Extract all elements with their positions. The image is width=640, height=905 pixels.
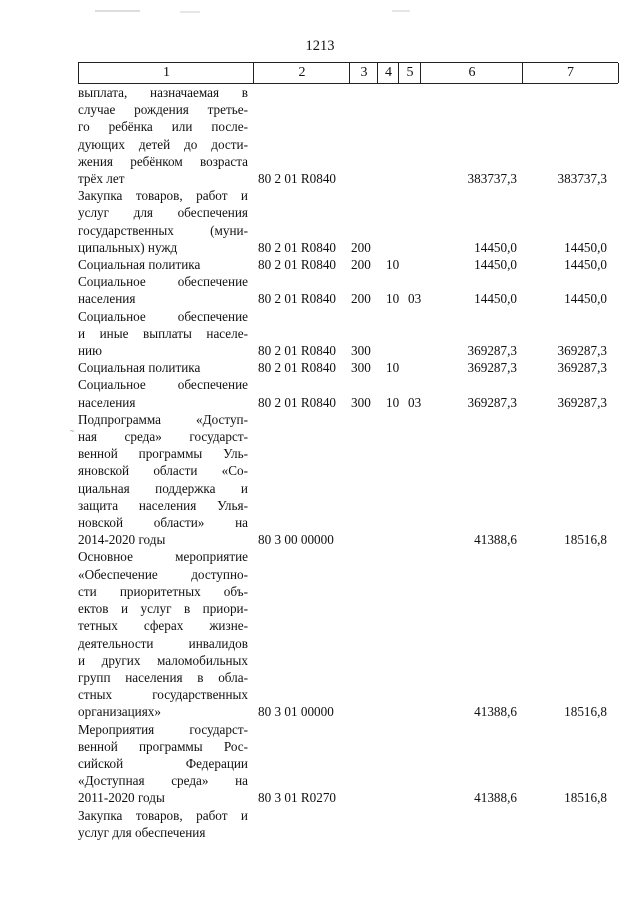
table-row xyxy=(78,721,618,807)
row-value-2019: 369287,3 xyxy=(467,343,517,359)
row-description xyxy=(78,721,248,807)
table-row xyxy=(78,359,618,376)
description-line: дующих детей до дости- xyxy=(78,136,248,152)
row-expense-type: 200 xyxy=(351,239,371,255)
row-value-2020: 383737,3 xyxy=(557,171,607,187)
description-line: венной программы Уль- xyxy=(78,446,248,462)
row-code: 80 2 01 R0840 xyxy=(258,257,337,273)
table-row xyxy=(78,256,618,273)
description-line: и иные выплаты населе- xyxy=(78,325,248,341)
row-code: 80 3 01 00000 xyxy=(258,704,334,720)
row-description xyxy=(78,548,248,720)
row-section: 10 xyxy=(386,394,400,410)
description-line: циальная поддержка и xyxy=(78,480,248,496)
row-code: 80 2 01 R0840 xyxy=(258,343,337,359)
row-code: 80 2 01 R0840 xyxy=(258,171,337,187)
row-code: 80 3 00 00000 xyxy=(258,532,334,548)
description-line: 2011-2020 годы xyxy=(78,790,165,806)
row-code: 80 2 01 R0840 xyxy=(258,394,337,410)
row-expense-type: 300 xyxy=(351,394,371,410)
row-description xyxy=(78,376,248,410)
row-code: 80 2 01 R0840 xyxy=(258,291,337,307)
row-value-2020: 14450,0 xyxy=(564,291,607,307)
row-description xyxy=(78,273,248,307)
description-line: услуг для обеспечения xyxy=(78,824,206,840)
row-section: 10 xyxy=(386,257,400,273)
description-line: Подпрограмма «Доступ- xyxy=(78,411,248,427)
row-value-2019: 41388,6 xyxy=(474,790,517,806)
row-value-2020: 369287,3 xyxy=(557,343,607,359)
description-line: сийской Федерации xyxy=(78,755,248,771)
description-line: услуг для обеспечения xyxy=(78,205,248,221)
row-subsection: 03 xyxy=(408,291,422,307)
description-line: Социальное обеспечение xyxy=(78,308,248,324)
header-col-2: 2 xyxy=(253,63,350,83)
row-description xyxy=(78,308,248,360)
row-code: 80 2 01 R0840 xyxy=(258,239,337,255)
description-line: ная среда» государст- xyxy=(78,429,248,445)
table-row xyxy=(78,187,618,256)
description-line: Мероприятия государст- xyxy=(78,721,248,737)
header-col-7: 7 xyxy=(522,63,619,83)
description-line: Основное мероприятие xyxy=(78,549,248,565)
row-value-2020: 369287,3 xyxy=(557,360,607,376)
description-line: Социальное обеспечение xyxy=(78,377,248,393)
description-line: защита населения Улья- xyxy=(78,497,248,513)
row-value-2019: 369287,3 xyxy=(467,360,517,376)
row-value-2020: 18516,8 xyxy=(564,532,607,548)
row-value-2019: 369287,3 xyxy=(467,394,517,410)
description-line: трёх лет xyxy=(78,171,125,187)
header-col-1: 1 xyxy=(78,63,254,83)
description-line: 2014-2020 годы xyxy=(78,532,166,548)
description-line: сти приоритетных объ- xyxy=(78,583,248,599)
table-row xyxy=(78,84,618,187)
table-row xyxy=(78,548,618,720)
row-expense-type: 300 xyxy=(351,360,371,376)
row-expense-type: 200 xyxy=(351,291,371,307)
description-line: групп населения в обла- xyxy=(78,669,248,685)
description-line: населения xyxy=(78,394,136,410)
description-line: случае рождения третье- xyxy=(78,102,248,118)
row-description xyxy=(78,256,248,273)
table-row xyxy=(78,308,618,360)
description-line: жения ребёнком возраста xyxy=(78,153,248,169)
description-line: го ребёнка или после- xyxy=(78,119,248,135)
row-section: 10 xyxy=(386,291,400,307)
table-row xyxy=(78,376,618,410)
header-col-4: 4 xyxy=(377,63,399,83)
row-value-2020: 14450,0 xyxy=(564,257,607,273)
description-line: Закупка товаров, работ и xyxy=(78,188,248,204)
row-value-2019: 14450,0 xyxy=(474,257,517,273)
description-line: деятельности инвалидов xyxy=(78,635,248,651)
row-description xyxy=(78,187,248,256)
description-line: нию xyxy=(78,343,102,359)
description-line: ектов и услуг в приори- xyxy=(78,601,248,617)
description-line: и других маломобильных xyxy=(78,652,248,668)
row-value-2019: 41388,6 xyxy=(474,704,517,720)
description-line: ципальных) нужд xyxy=(78,239,178,255)
description-line: Социальное обеспечение xyxy=(78,274,248,290)
row-value-2020: 18516,8 xyxy=(564,704,607,720)
description-line: Социальная политика xyxy=(78,257,201,273)
row-description xyxy=(78,359,248,376)
description-line: населения xyxy=(78,291,136,307)
row-value-2020: 369287,3 xyxy=(557,394,607,410)
table-row xyxy=(78,411,618,549)
row-value-2019: 14450,0 xyxy=(474,239,517,255)
row-description xyxy=(78,807,248,841)
description-line: «Доступная среда» на xyxy=(78,773,248,789)
row-section: 10 xyxy=(386,360,400,376)
description-line: Закупка товаров, работ и xyxy=(78,807,248,823)
description-line: организациях» xyxy=(78,704,161,720)
row-value-2019: 14450,0 xyxy=(474,291,517,307)
row-value-2019: 383737,3 xyxy=(467,171,517,187)
header-col-3: 3 xyxy=(349,63,378,83)
scan-mark: ˜ xyxy=(70,427,74,441)
row-subsection: 03 xyxy=(408,394,422,410)
page-number: 1213 xyxy=(305,38,335,54)
description-line: выплата, назначаемая в xyxy=(78,85,248,100)
header-col-6: 6 xyxy=(420,63,523,83)
row-value-2020: 18516,8 xyxy=(564,790,607,806)
row-value-2020: 14450,0 xyxy=(564,239,607,255)
description-line: государственных (муни- xyxy=(78,222,248,238)
description-line: венной программы Рос- xyxy=(78,738,248,754)
table-header xyxy=(78,62,618,84)
description-line: «Обеспечение доступно- xyxy=(78,566,248,582)
header-col-5: 5 xyxy=(398,63,421,83)
row-expense-type: 200 xyxy=(351,257,371,273)
description-line: стных государственных xyxy=(78,687,248,703)
row-description xyxy=(78,84,248,187)
scan-noise xyxy=(0,2,640,10)
table-row xyxy=(78,273,618,307)
description-line: Социальная политика xyxy=(78,360,201,376)
description-line: тетных сферах жизне- xyxy=(78,618,248,634)
row-expense-type: 300 xyxy=(351,343,371,359)
table-body xyxy=(78,84,618,841)
row-description xyxy=(78,411,248,549)
row-code: 80 2 01 R0840 xyxy=(258,360,337,376)
row-code: 80 3 01 R0270 xyxy=(258,790,337,806)
description-line: новской области» на xyxy=(78,515,248,531)
table-row xyxy=(78,807,618,841)
description-line: яновской области «Со- xyxy=(78,463,248,479)
row-value-2019: 41388,6 xyxy=(474,532,517,548)
